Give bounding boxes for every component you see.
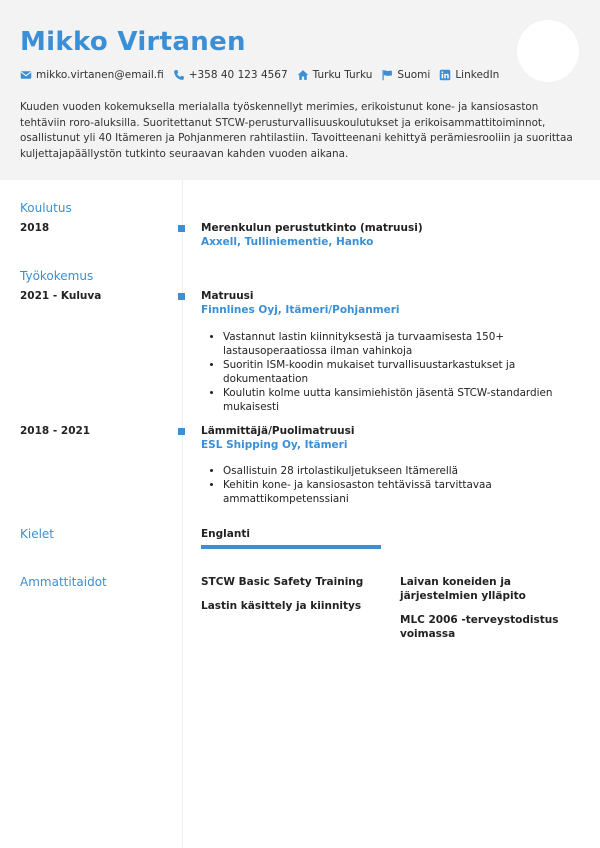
list-item: • Suoritin ISM-koodin mukaiset turvallisuustarkastukset ja dokumentaation <box>223 358 553 386</box>
experience-role: Matruusi <box>201 290 254 302</box>
education-school: Axxell, Tulliniementie, Hanko <box>201 236 374 248</box>
resume-header <box>0 0 600 180</box>
timeline-marker <box>178 428 185 435</box>
profile-summary: Kuuden vuoden kokemuksella merialalla työskennellyt merimies, erikoistunut kone- ja kansiosaston tehtäviin roro-aluksilla. Suoritettanut STCW-perusturvallisuuskoulutukset ja erikoisammattitoiminnot, osallistunut yli 40 Itämeren ja Pohjanmeren rahtilastiin. Tavoitteenani kehittyä perämiesrooliin ja suorittaa kuljettajapäällystön tutkinto seuraavan kahden vuoden aikana. <box>20 101 573 160</box>
section-title-skills: Ammattitaidot <box>20 575 107 589</box>
language-level-bar <box>201 545 381 549</box>
experience-company: Finnlines Oyj, Itämeri/Pohjanmeri <box>201 304 400 316</box>
phone-icon <box>173 69 185 81</box>
timeline-marker <box>178 225 185 232</box>
contact-phone[interactable] <box>173 69 288 81</box>
home-icon <box>297 69 309 81</box>
list-item: • Koulutin kolme uutta kansimiehistön jäsentä STCW-standardien mukaisesti <box>223 386 553 414</box>
profile-photo-placeholder <box>517 20 579 82</box>
contact-linkedin[interactable] <box>439 69 499 81</box>
experience-date: 2018 - 2021 <box>20 425 91 437</box>
skill-item: Laivan koneiden ja järjestelmien ylläpito <box>400 576 526 602</box>
section-title-education: Koulutus <box>20 201 72 215</box>
language-name: Englanti <box>201 528 250 540</box>
linkedin-icon <box>439 69 451 81</box>
location-text: Turku Turku <box>312 69 373 81</box>
experience-company: ESL Shipping Oy, Itämeri <box>201 439 348 451</box>
email-text: mikko.virtanen@email.fi <box>36 69 164 81</box>
section-title-experience: Työkokemus <box>20 269 94 283</box>
education-date: 2018 <box>20 222 50 234</box>
experience-bullets <box>207 464 553 506</box>
contact-row <box>20 69 508 81</box>
experience-date: 2021 - Kuluva <box>20 290 102 302</box>
candidate-name: Mikko Virtanen <box>20 27 246 57</box>
timeline-marker <box>178 293 185 300</box>
experience-bullets <box>207 330 553 414</box>
column-divider <box>182 180 183 848</box>
linkedin-text: LinkedIn <box>455 69 500 81</box>
contact-location <box>297 69 373 81</box>
section-title-languages: Kielet <box>20 527 55 541</box>
flag-icon <box>381 69 393 81</box>
skill-item: MLC 2006 -terveystodistus voimassa <box>400 614 559 640</box>
nationality-text: Suomi <box>397 69 431 81</box>
experience-role: Lämmittäjä/Puolimatruusi <box>201 425 355 437</box>
list-item: • Kehitin kone- ja kansiosaston tehtävissä tarvittavaa ammattikompetenssiani <box>223 478 553 506</box>
contact-nationality <box>381 69 430 81</box>
phone-text: +358 40 123 4567 <box>188 69 288 81</box>
skill-item: Lastin käsittely ja kiinnitys <box>201 600 362 612</box>
education-degree: Merenkulun perustutkinto (matruusi) <box>201 222 423 234</box>
list-item: • Vastannut lastin kiinnityksestä ja turvaamisesta 150+ lastausoperaatiossa ilman vahinkoja <box>223 330 553 358</box>
envelope-icon <box>20 69 32 81</box>
skill-item: STCW Basic Safety Training <box>201 576 364 588</box>
contact-email[interactable] <box>20 69 164 81</box>
list-item: • Osallistuin 28 irtolastikuljetukseen Itämerellä <box>223 464 553 478</box>
language-level-fill <box>201 545 381 549</box>
